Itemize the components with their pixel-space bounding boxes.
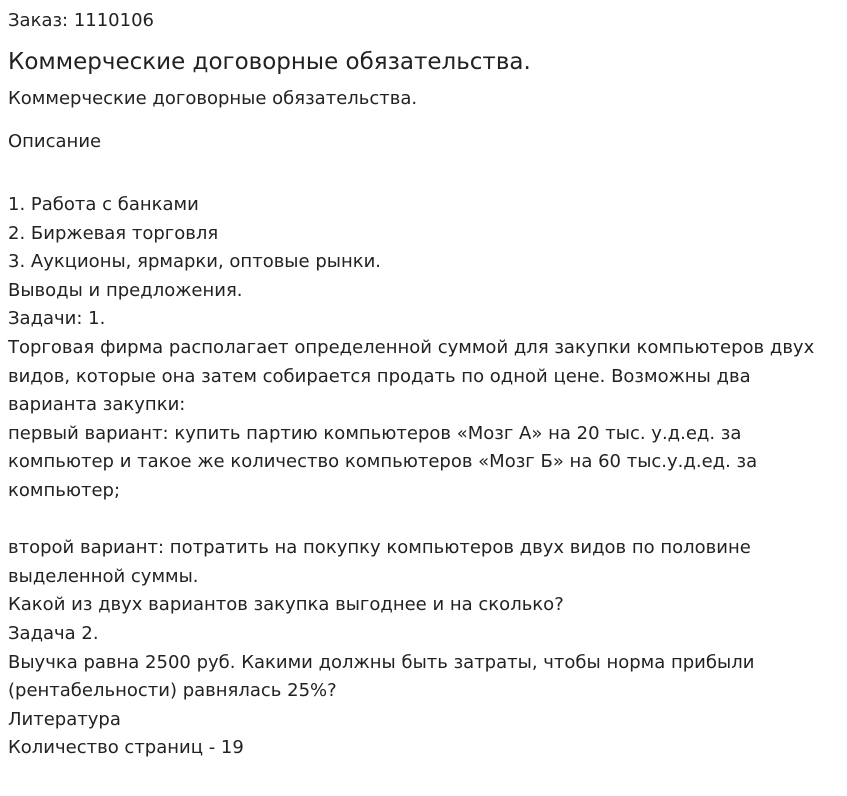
page-count: Количество страниц - 19: [8, 737, 244, 759]
contents-item: 2. Биржевая торговля: [8, 222, 219, 244]
contents-item: 1. Работа с банками: [8, 194, 199, 215]
order-number: Заказ: 1110106: [8, 10, 154, 31]
description-body: [8, 191, 838, 763]
task1-option-1: первый вариант: купить партию компьютеров «Мозг А» на 20 тыс. у.д.ед. за компьютер и такое же количество компьютеров «Мозг Б» на 60 тыс.у.д.ед. за компьютер;: [8, 422, 758, 501]
literature-line: Литература: [8, 708, 121, 730]
contents-item: 3. Аукционы, ярмарки, оптовые рынки.: [8, 251, 382, 273]
page-title: Коммерческие договорные обязательства.: [8, 49, 531, 75]
task1-label: Задачи: 1.: [8, 308, 106, 330]
task1-option-2: второй вариант: потратить на покупку компьютеров двух видов по половине выделенной суммы.: [8, 537, 751, 587]
page-subtitle: Коммерческие договорные обязательства.: [8, 88, 418, 109]
task2-label: Задача 2.: [8, 622, 99, 644]
paragraph-gap: [8, 506, 838, 535]
conclusion-line: Выводы и предложения.: [8, 279, 243, 301]
task1-question: Какой из двух вариантов закупка выгоднее и на сколько?: [8, 594, 564, 616]
task1-text: Торговая фирма располагает определенной суммой для закупки компьютеров двух видов, которые она затем собирается продать по одной цене. Возможны два варианта закупки:: [8, 336, 815, 416]
task2-text: Выучка равна 2500 руб. Какими должны быть затраты, чтобы норма прибыли (рентабельности) равнялась 25%?: [8, 651, 755, 702]
description-heading: Описание: [8, 131, 102, 152]
